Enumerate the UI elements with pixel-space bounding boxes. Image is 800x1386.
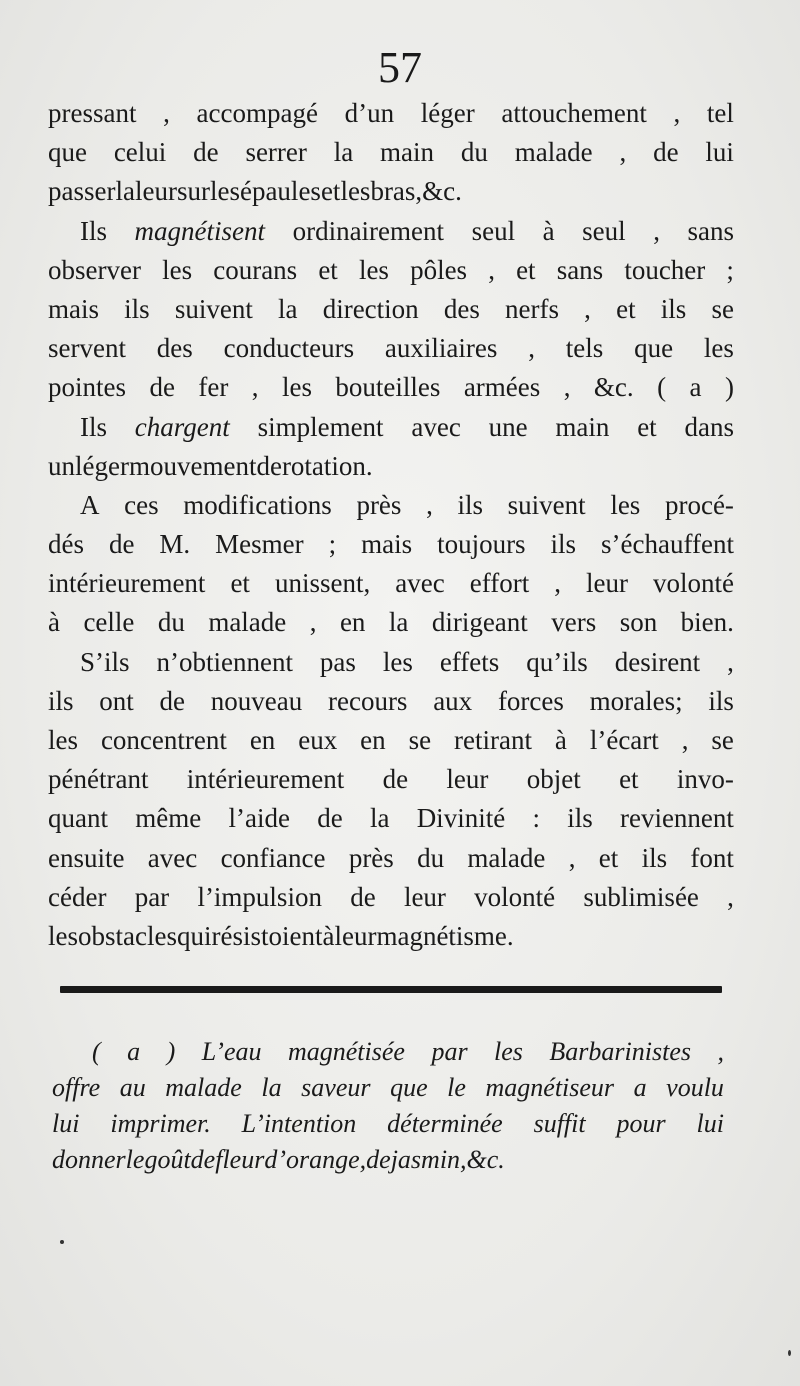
body-line: S’ils n’obtiennent pas les effets qu’ils desirent , [80,646,734,677]
body-line: servent des conducteurs auxiliaires , tels que les [48,333,734,364]
paper-speck [788,1350,791,1356]
footnote [52,1034,724,1178]
body-line: passer la leur sur les épaules et les bras , &c. [48,176,462,207]
footnote-line: lui imprimer. L’intention déterminée suffit pour lui [52,1109,724,1138]
page-number: 57 [378,43,422,92]
body-line: que celui de serrer la main du malade , de lui [48,137,734,168]
body-line: pénétrant intérieurement de leur objet et invo- [48,764,734,795]
body-line: dés de M. Mesmer ; mais toujours ils s’échauffent [48,529,734,560]
footnote-divider-rule [60,986,722,993]
footnote-line: offre au malade la saveur que le magnétiseur a voulu [52,1073,724,1102]
body-line: les concentrent en eux en se retirant à l’écart , se [48,725,734,755]
body-line: à celle du malade , en la dirigeant vers son bien. [48,607,734,638]
body-line: ils ont de nouveau recours aux forces morales; ils [48,685,734,716]
body-line: Ils chargent simplement avec une main et dans [80,411,734,442]
body-line: un léger mouvement de rotation. [48,450,373,481]
body-line: ensuite avec confiance près du malade , et ils font [48,842,734,873]
body-line: les obstacles qui résistoient à leur magnétisme. [48,920,514,951]
body-line: céder par l’impulsion de leur volonté sublimisée , [48,881,734,912]
footnote-line: ( a ) L’eau magnétisée par les Barbarinistes , [92,1037,724,1066]
body-line: observer les courans et les pôles , et sans toucher ; [48,254,734,285]
body-line: pressant , accompagé d’un léger attouchement , tel [48,98,734,128]
body-line: intérieurement et unissent, avec effort , leur volonté [48,568,734,599]
body-line: quant même l’aide de la Divinité : ils reviennent [48,803,734,834]
paper-speck [60,1240,64,1244]
body-line: A ces modifications près , ils suivent les procé- [80,489,734,520]
body-line: mais ils suivent la direction des nerfs , et ils se [48,293,734,324]
body-text [48,94,734,956]
body-line: pointes de fer , les bouteilles armées , &c. ( a ) [48,372,734,403]
body-line: Ils magnétisent ordinairement seul à seul , sans [80,215,734,246]
footnote-line: donner le goût de fleur d’orange , de jasmin , &c. [52,1145,505,1174]
